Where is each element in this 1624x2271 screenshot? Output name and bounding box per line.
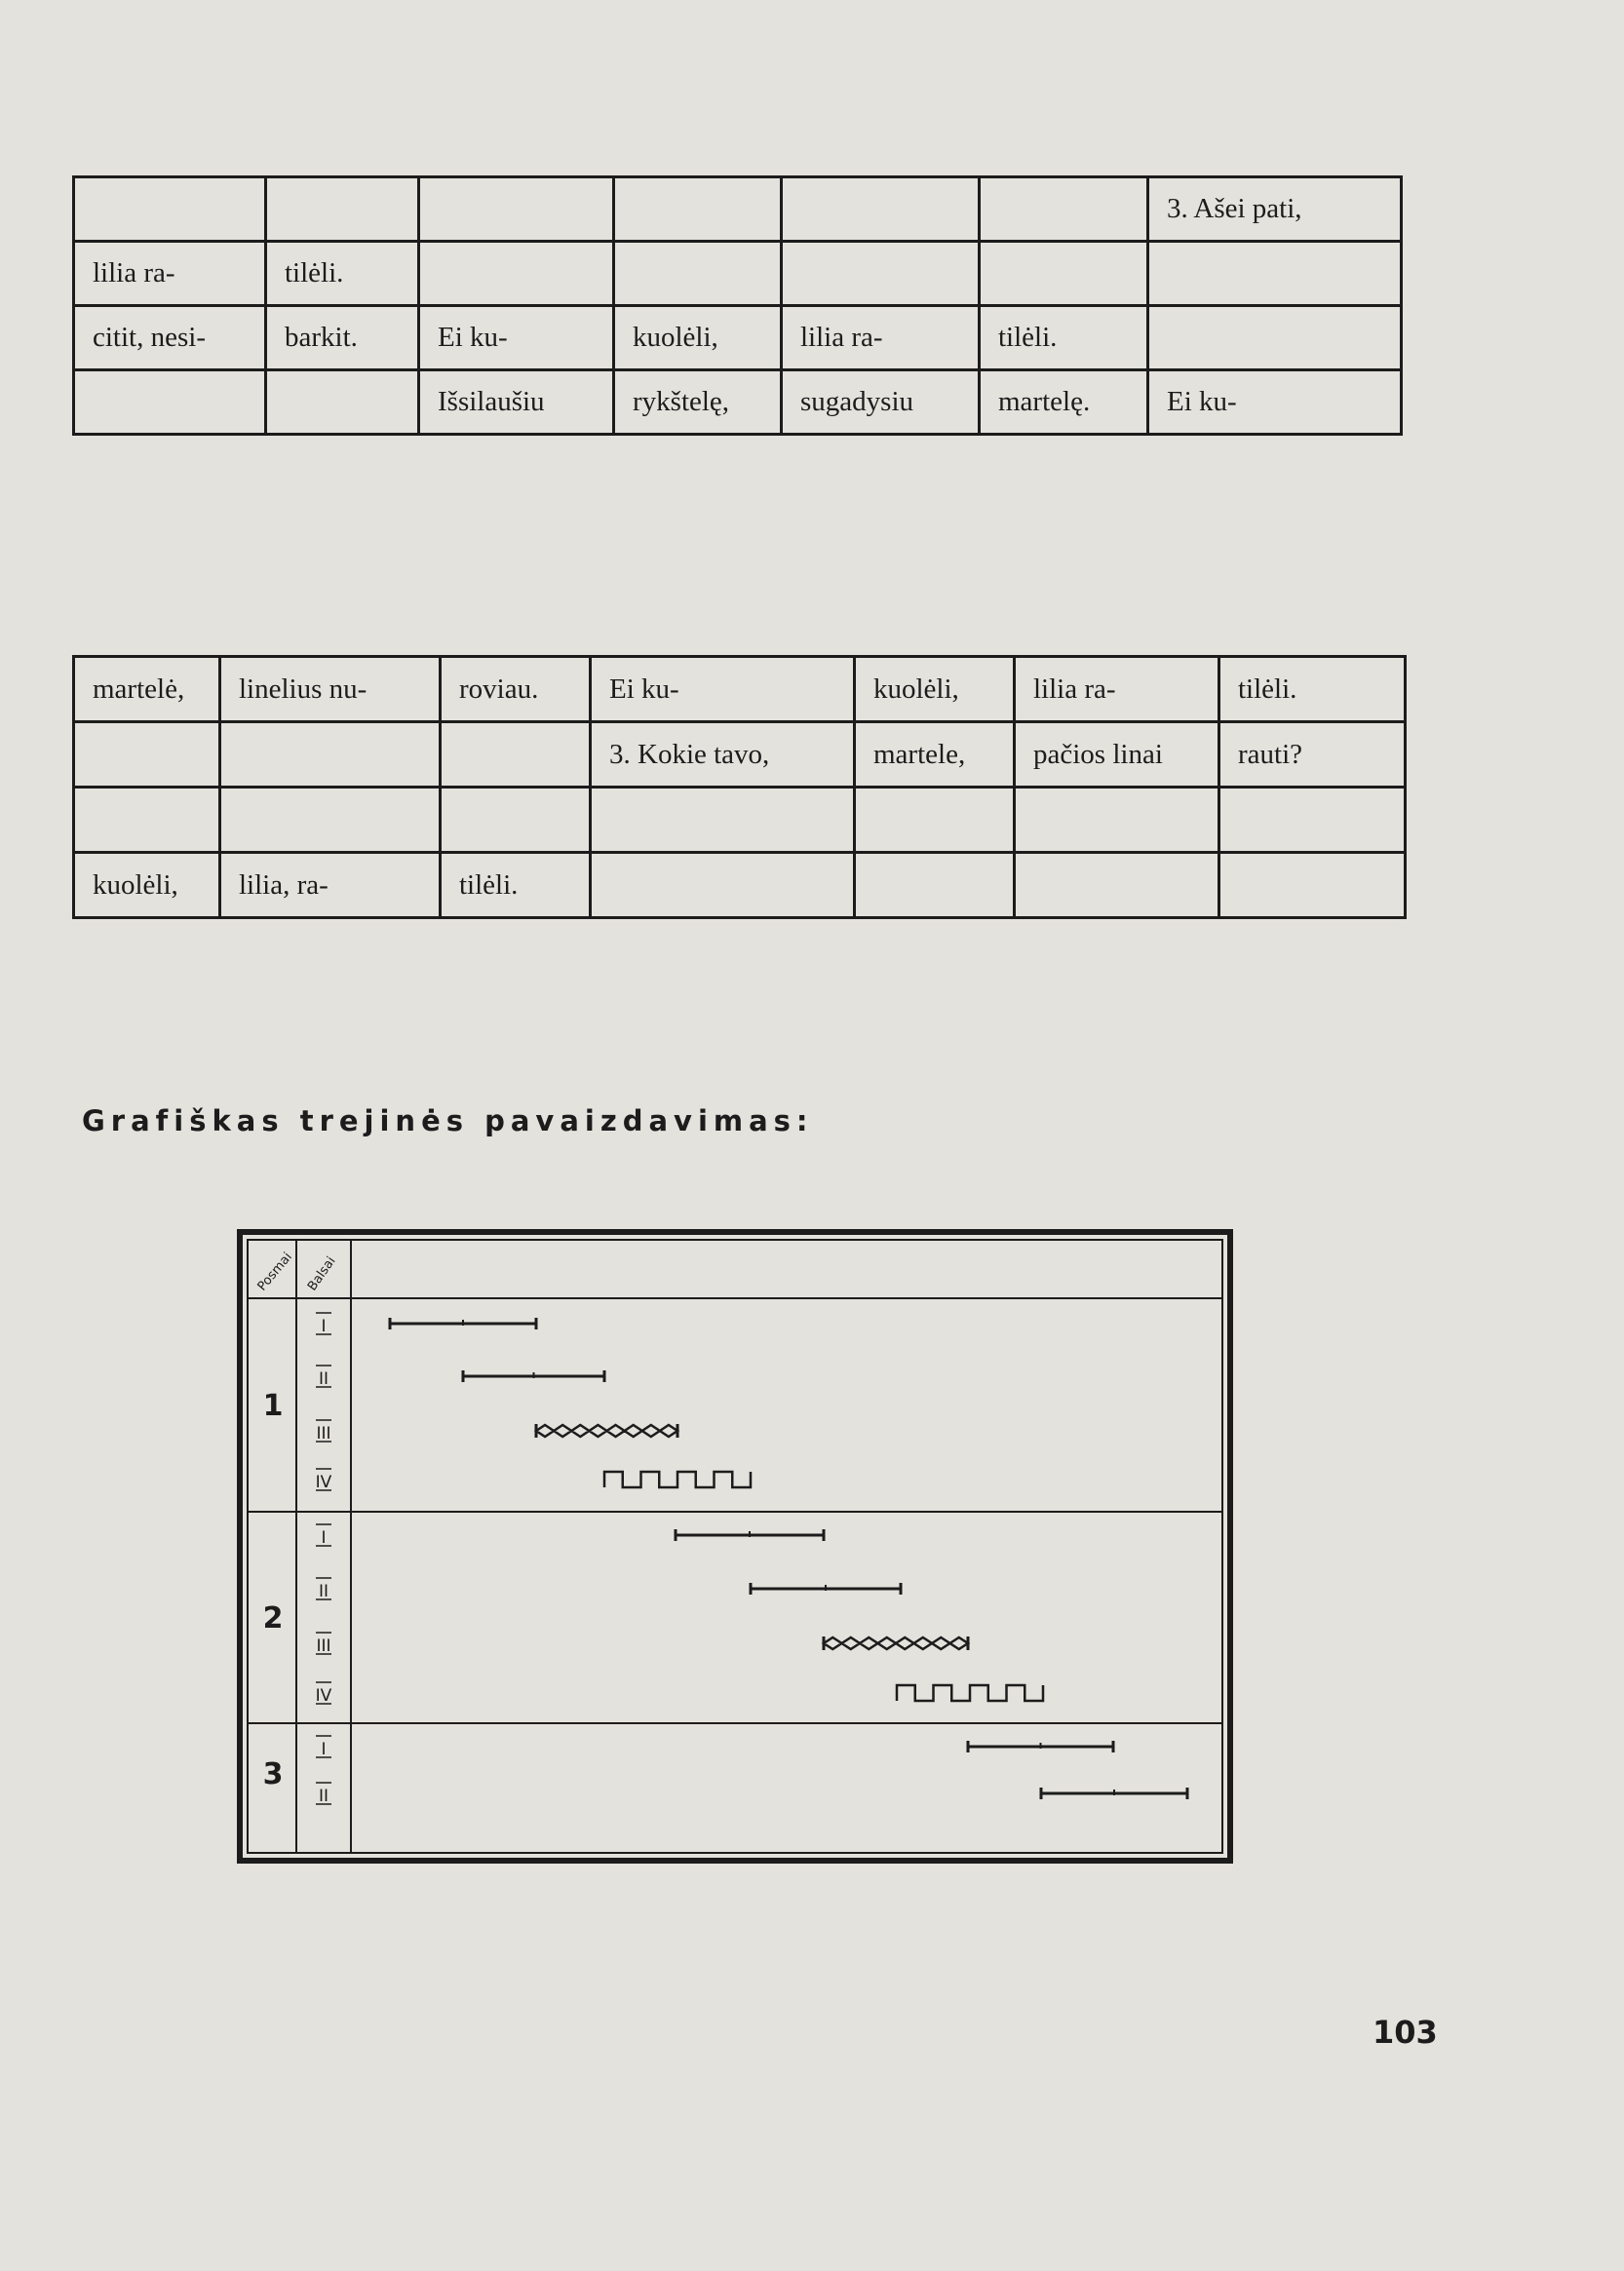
lyrics-cell: kuolėli, (855, 657, 1015, 722)
voice-number: III (316, 1636, 331, 1656)
lyrics-cell: tilėli. (266, 242, 419, 306)
lyrics-cell: 3. Ašei pati, (1148, 177, 1402, 242)
lyrics-cell: rykštelę, (614, 370, 782, 435)
voice-number: IV (315, 1473, 332, 1492)
voice-number: II (318, 1582, 329, 1601)
stanza-number: 3 (262, 1757, 284, 1791)
voice-number: II (318, 1369, 329, 1389)
lyrics-cell: Išsilaušiu (419, 370, 614, 435)
lyrics-cell: pačios linai (1015, 722, 1219, 788)
lyrics-cell: kuolėli, (614, 306, 782, 370)
lyrics-cell: roviau. (441, 657, 591, 722)
diagram-outer-frame (240, 1232, 1230, 1861)
lyrics-cell: Ei ku- (1148, 370, 1402, 435)
lyrics-cell: tilėli. (1219, 657, 1406, 722)
page-number: 103 (1373, 2014, 1438, 2051)
lyrics-cell: 3. Kokie tavo, (591, 722, 855, 788)
lyrics-cell: lilia ra- (1015, 657, 1219, 722)
lyrics-cell: martele, (855, 722, 1015, 788)
lyrics-cell: martelę. (980, 370, 1148, 435)
voice-bar-diamond (824, 1637, 968, 1649)
diagram-inner-frame (248, 1240, 1222, 1853)
stanza-number: 2 (262, 1601, 284, 1636)
lyrics-cell: citit, nesi- (74, 306, 266, 370)
lyrics-cell: kuolėli, (74, 853, 220, 918)
voice-number: I (321, 1528, 327, 1548)
lyrics-cell: lilia ra- (782, 306, 980, 370)
voice-bar-square (604, 1472, 751, 1487)
voice-number: IV (315, 1686, 332, 1706)
voice-bar-diamond (536, 1425, 677, 1437)
lyrics-cell: barkit. (266, 306, 419, 370)
lyrics-cell: Ei ku- (419, 306, 614, 370)
lyrics-cell: tilėli. (980, 306, 1148, 370)
voice-number: III (316, 1424, 331, 1443)
stanza-number: 1 (262, 1389, 284, 1423)
lyrics-cell: rauti? (1219, 722, 1406, 788)
diagram-body (263, 1313, 1187, 1806)
voice-number: I (321, 1740, 327, 1759)
lyrics-cell: sugadysiu (782, 370, 980, 435)
lyrics-cell: linelius nu- (220, 657, 441, 722)
lyrics-cell: martelė, (74, 657, 220, 722)
lyrics-cell: tilėli. (441, 853, 591, 918)
voice-number: I (321, 1317, 327, 1336)
voice-number: II (318, 1787, 329, 1806)
diagram-caption: Grafiškas trejinės pavaizdavimas: (82, 1104, 814, 1137)
voice-bar-square (897, 1685, 1043, 1701)
diagram-header-balsai: Balsai (304, 1253, 339, 1294)
diagram-header-posmai: Posmai (254, 1250, 295, 1294)
lyrics-cell: lilia ra- (74, 242, 266, 306)
lyrics-cell: lilia, ra- (220, 853, 441, 918)
lyrics-cell: Ei ku- (591, 657, 855, 722)
